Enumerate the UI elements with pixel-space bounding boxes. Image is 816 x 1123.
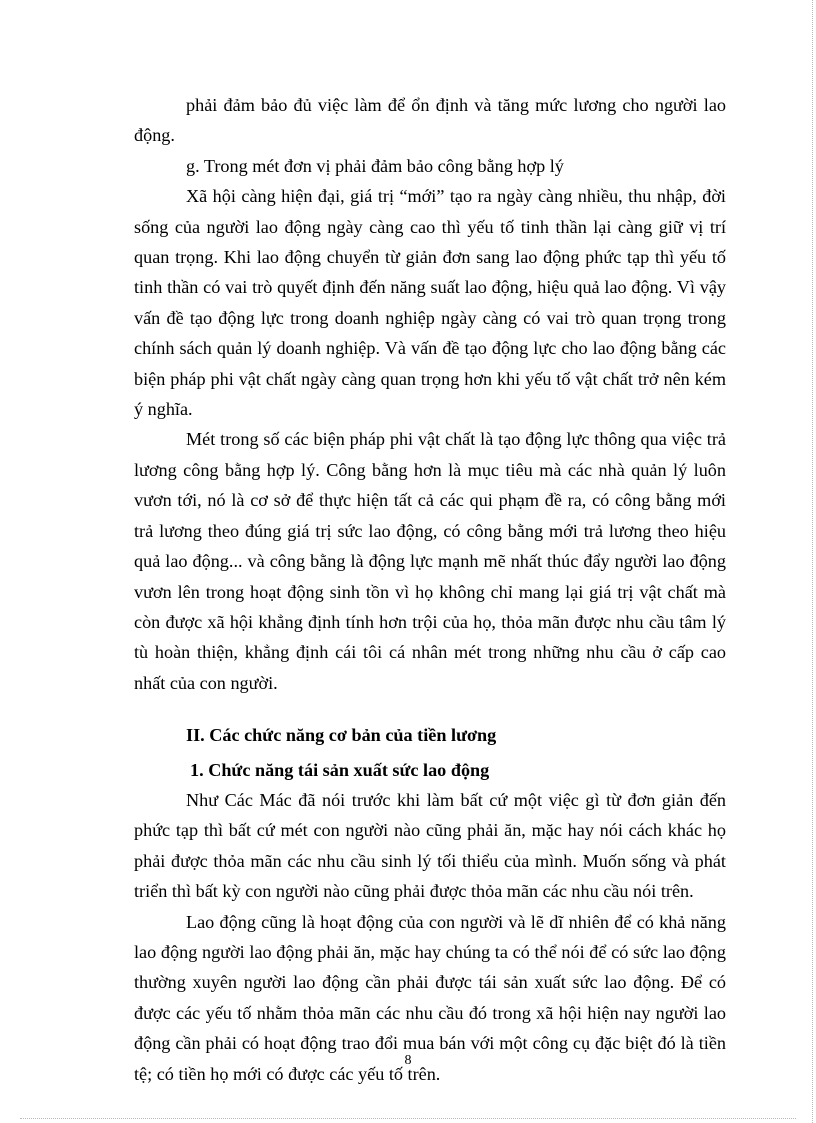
paragraph-fair-wage: Mét trong số các biện pháp phi vật chất là tạo động lực thông qua việc trả lương công bằng hợp lý. Công bằng hơn là mục tiêu mà các nhà quản lý luôn vươn tới, nó là cơ sở để thực hiện tất cả các qui phạm đề ra, có công bằng mới trả lương theo đúng giá trị sức lao động, có công bằng mới trả lương theo hiệu quả lao động... và công bằng là động lực mạnh mẽ nhất thúc đẩy người lao động vươn lên trong hoạt động sinh tồn vì họ không chỉ mang lại giá trị vật chất mà còn được xã hội khẳng định tính hơn trội của họ, thỏa mãn được nhu cầu tâm lý tù hoàn thiện, khẳng định cái tôi cá nhân mét trong những nhu cầu ở cấp cao nhất của con người.	[134, 429, 726, 693]
page-number: 8	[404, 1053, 412, 1068]
subheading-g: g. Trong mét đơn vị phải đảm bảo công bằng hợp lý	[186, 155, 564, 176]
page-right-divider	[812, 0, 813, 1123]
subsection-heading: 1. Chức năng tái sản xuất sức lao động	[190, 759, 490, 780]
page-content	[134, 90, 726, 1089]
section-heading: II. Các chức năng cơ bản của tiền lương	[186, 725, 497, 746]
paragraph-continuation: phải đảm bảo đủ việc làm để ổn định và tăng mức lương cho người lao động.	[134, 95, 726, 146]
paragraph-labor-reproduction: Lao động cũng là hoạt động của con người và lẽ dĩ nhiên để có khả năng lao động người lao động phải ăn, mặc hay chúng ta có thể nói để có sức lao động thường xuyên người lao động cần phải được tái sản xuất sức lao động. Để có được các yếu tố nhằm thỏa mãn các nhu cầu đó trong xã hội hiện nay người lao động cần phải có hoạt động trao đổi mua bán với một công cụ đặc biệt đó là tiền tệ; có tiền họ mới có được các yếu tố trên.	[134, 911, 726, 1084]
paragraph-marx: Như Các Mác đã nói trước khi làm bất cứ một việc gì từ đơn giản đến phức tạp thì bất cứ mét con người nào cũng phải ăn, mặc hay nói cách khác họ phải được thỏa mãn các nhu cầu sinh lý tối thiểu của mình. Muốn sống và phát triển thì bất kỳ con người nào cũng phải được thỏa mãn các nhu cầu nói trên.	[134, 789, 726, 902]
paragraph-social-value: Xã hội càng hiện đại, giá trị “mới” tạo ra ngày càng nhiều, thu nhập, đời sống của người lao động ngày càng cao thì yếu tố tinh thần lại càng giữ vị trí quan trọng. Khi lao động chuyển từ giản đơn sang lao động phức tạp thì yếu tố tinh thần có vai trò quyết định đến năng suất lao động, hiệu quả lao động. Vì vậy vấn đề tạo động lực trong doanh nghiệp ngày càng có vai trò quan trọng trong chính sách quản lý doanh nghiệp. Và vấn đề tạo động lực cho lao động bằng các biện pháp phi vật chất ngày càng quan trọng hơn khi yếu tố vật chất trở nên kém ý nghĩa.	[134, 186, 726, 420]
page-bottom-divider	[20, 1118, 796, 1119]
